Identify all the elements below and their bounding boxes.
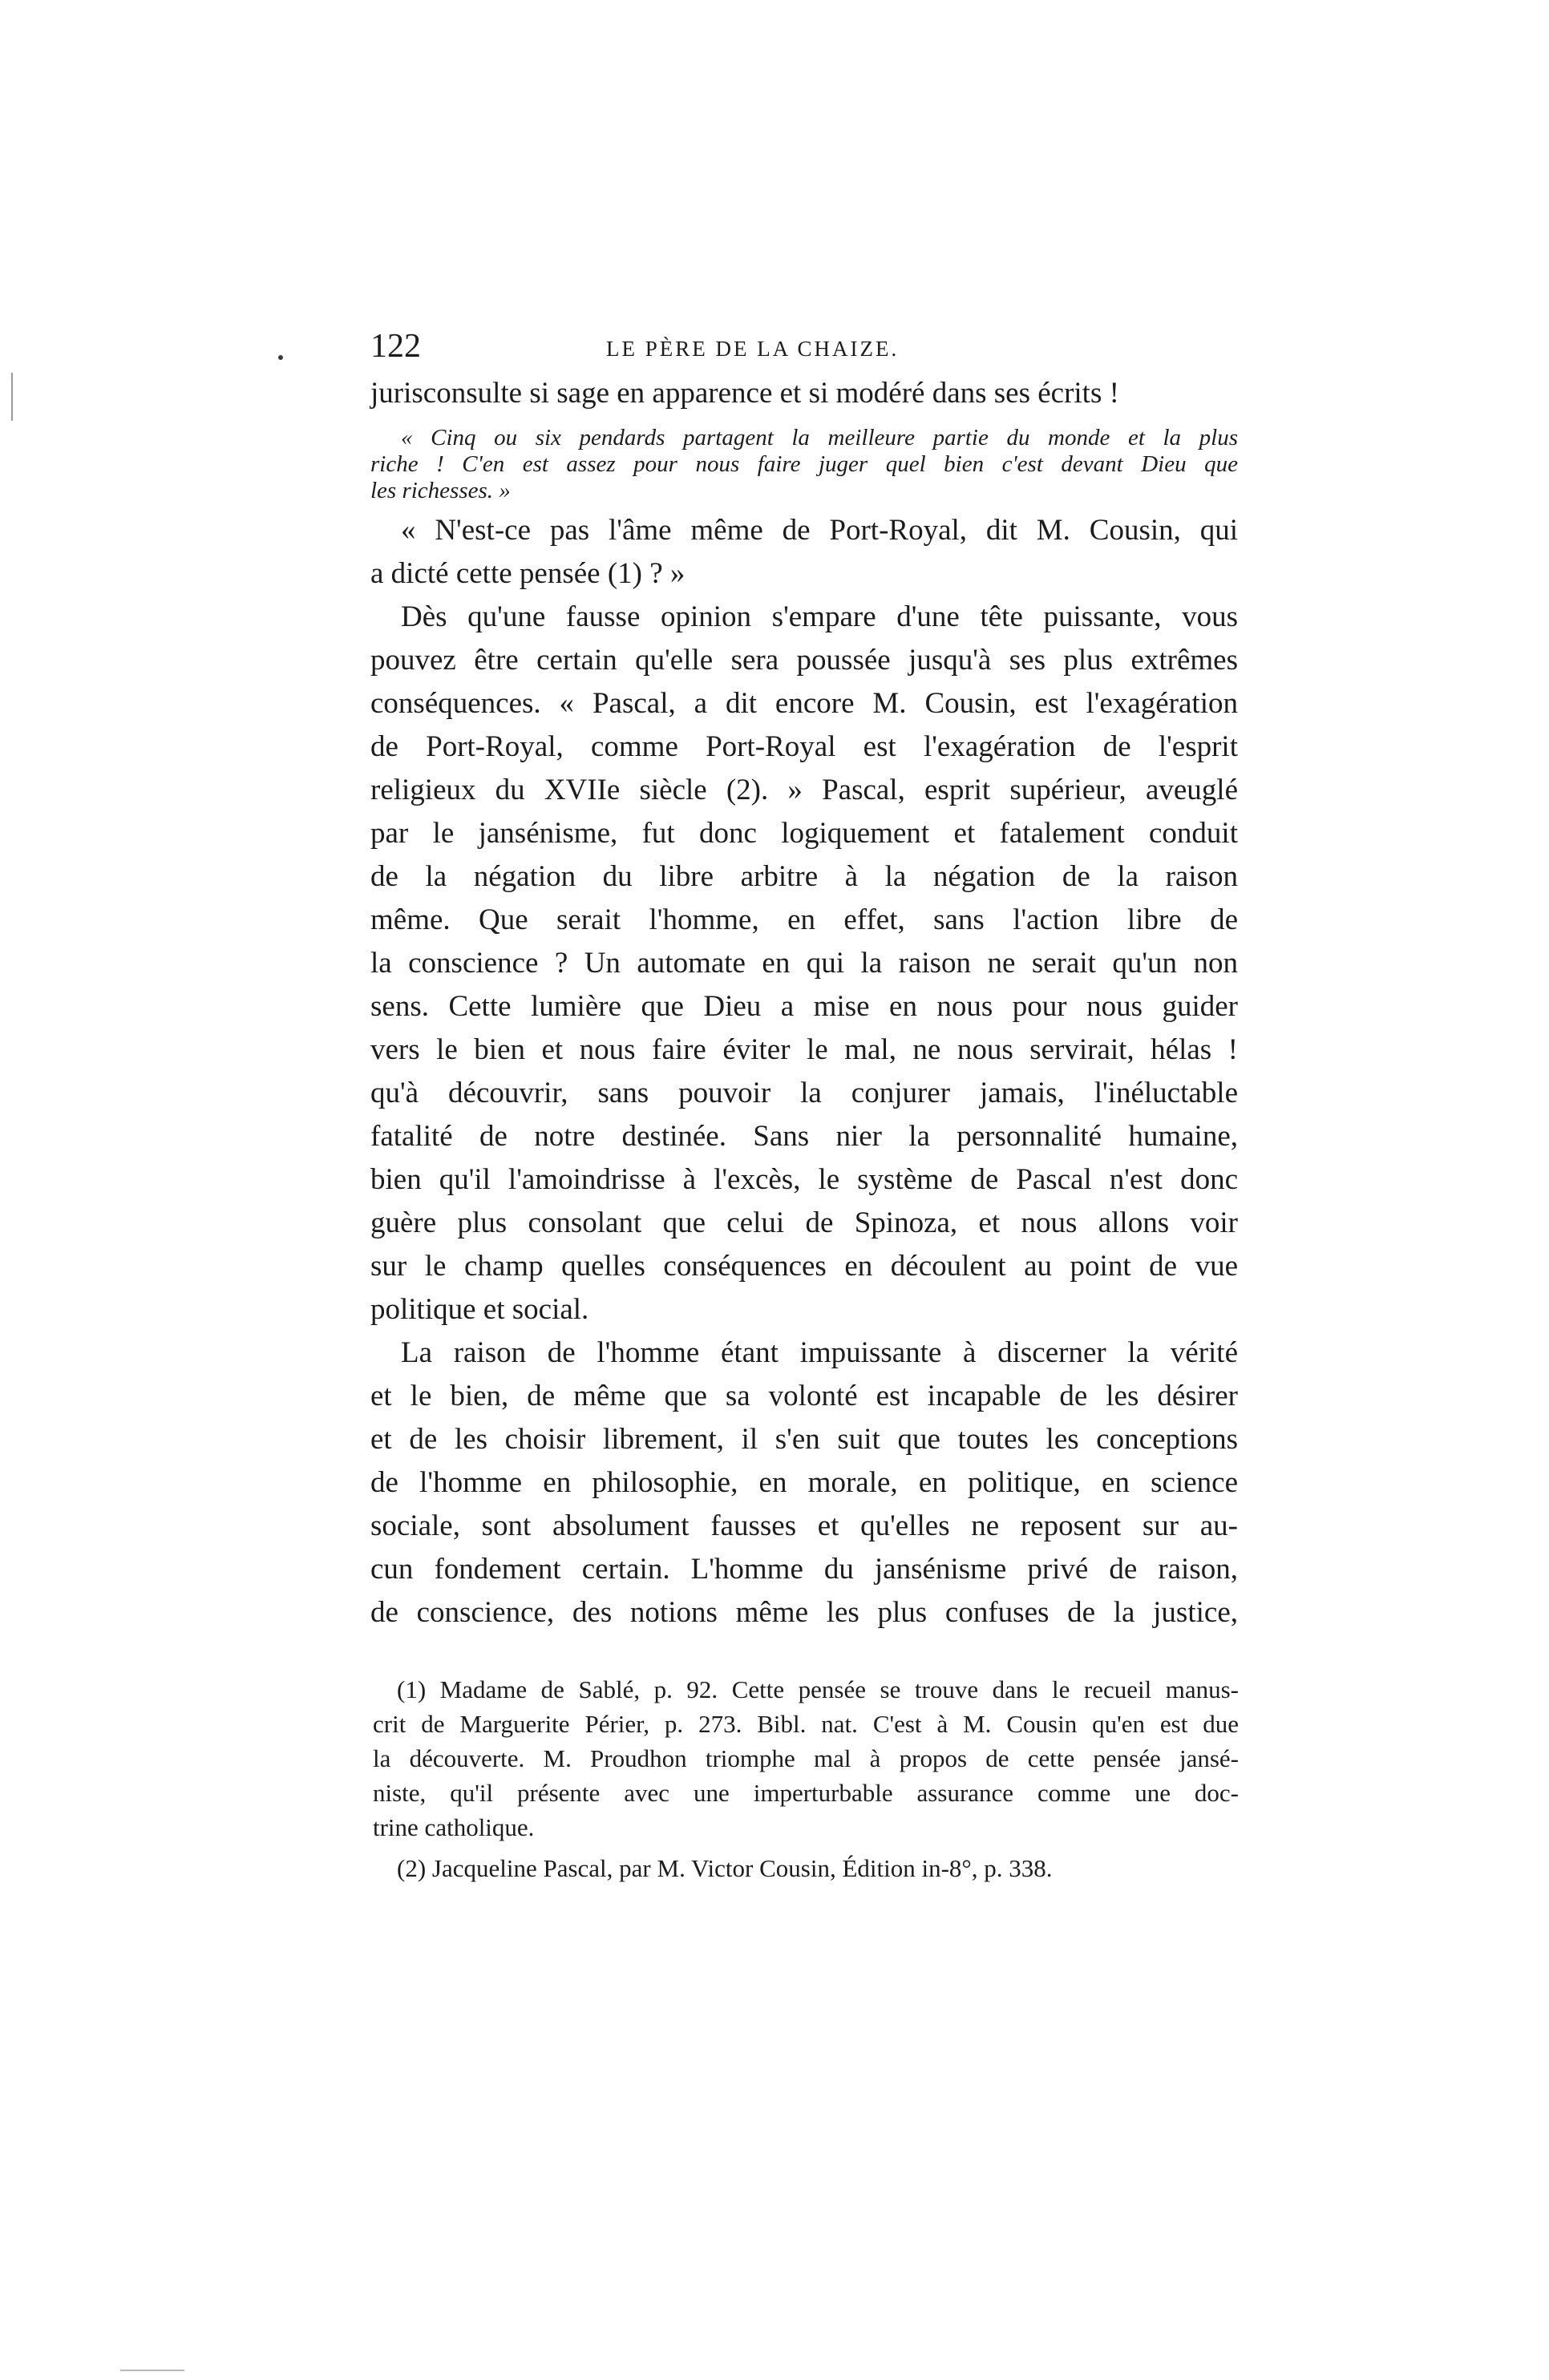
text-line: même. Que serait l'homme, en effet, sans l'action libre de (370, 903, 1238, 936)
text-line: politique et social. (370, 1293, 589, 1326)
body-text (370, 509, 1238, 1634)
text-line: sociale, sont absolument fausses et qu'elles ne reposent sur au- (370, 1509, 1238, 1542)
text-line: guère plus consolant que celui de Spinoza, et nous allons voir (370, 1206, 1238, 1239)
text-line: par le jansénisme, fut donc logiquement et fatalement conduit (370, 817, 1238, 850)
quoted-passage (370, 425, 1238, 504)
text-line: sens. Cette lumière que Dieu a mise en nous pour nous guider (370, 990, 1238, 1023)
text-line: et de les choisir librement, il s'en suit que toutes les conceptions (370, 1423, 1238, 1456)
page-number: 122 (370, 328, 421, 365)
text-line: qu'à découvrir, sans pouvoir la conjurer jamais, l'inéluctable (370, 1077, 1238, 1109)
text-line: bien qu'il l'amoindrisse à l'excès, le système de Pascal n'est donc (370, 1163, 1238, 1196)
text-line: pouvez être certain qu'elle sera poussée jusqu'à ses plus extrêmes (370, 644, 1238, 677)
text-line: de l'homme en philosophie, en morale, en politique, en science (370, 1466, 1238, 1499)
text-line: Dès qu'une fausse opinion s'empare d'une tête puissante, vous (401, 600, 1238, 633)
text-line: conséquences. « Pascal, a dit encore M. Cousin, est l'exagération (370, 687, 1238, 720)
footnote-line: niste, qu'il présente avec une imperturbable assurance comme une doc- (373, 1779, 1239, 1807)
text-line: religieux du XVIIe siècle (2). » Pascal, esprit supérieur, aveuglé (370, 774, 1238, 806)
quote-line: riche ! C'en est assez pour nous faire juger quel bien c'est devant Dieu que (370, 451, 1238, 477)
text-line: et le bien, de même que sa volonté est incapable de les désirer (370, 1380, 1238, 1412)
text-line: vers le bien et nous faire éviter le mal, ne nous servirait, hélas ! (370, 1033, 1238, 1066)
running-title: LE PÈRE DE LA CHAIZE. (606, 337, 900, 361)
text-line: la conscience ? Un automate en qui la raison ne serait qu'un non (370, 947, 1238, 980)
quote-line: les richesses. » (370, 478, 511, 503)
scan-dot-mark (278, 355, 283, 360)
page-header (370, 327, 1238, 372)
scan-edge-mark (11, 373, 13, 421)
footnote-line: trine catholique. (373, 1813, 535, 1841)
quote-line: « Cinq ou six pendards partagent la meilleure partie du monde et la plus (401, 425, 1238, 451)
text-line: de la négation du libre arbitre à la négation de la raison (370, 860, 1238, 893)
footnote-line: (1) Madame de Sablé, p. 92. Cette pensée se trouve dans le recueil manus- (397, 1675, 1239, 1703)
footnote-line: la découverte. M. Proudhon triomphe mal à propos de cette pensée jansé- (373, 1744, 1239, 1772)
text-line: jurisconsulte si sage en apparence et si modéré dans ses écrits ! (370, 377, 1119, 410)
text-line: de conscience, des notions même les plus confuses de la justice, (370, 1596, 1238, 1629)
text-line: « N'est-ce pas l'âme même de Port-Royal, dit M. Cousin, qui (401, 514, 1238, 547)
book-page (370, 327, 1238, 1634)
text-line: fatalité de notre destinée. Sans nier la personnalité humaine, (370, 1120, 1238, 1153)
text-line: sur le champ quelles conséquences en découlent au point de vue (370, 1250, 1238, 1283)
footnote-line: (2) Jacqueline Pascal, par M. Victor Cousin, Édition in-8°, p. 338. (397, 1854, 1053, 1882)
footnote-line: crit de Marguerite Périer, p. 273. Bibl. nat. C'est à M. Cousin qu'en est due (373, 1710, 1239, 1738)
text-line: a dicté cette pensée (1) ? » (370, 557, 686, 590)
scan-bottom-mark (120, 2370, 184, 2371)
text-line: cun fondement certain. L'homme du jansénisme privé de raison, (370, 1553, 1238, 1586)
text-line: La raison de l'homme étant impuissante à discerner la vérité (401, 1336, 1238, 1369)
text-line: de Port-Royal, comme Port-Royal est l'exagération de l'esprit (370, 730, 1238, 763)
footnotes (373, 1672, 1239, 1885)
